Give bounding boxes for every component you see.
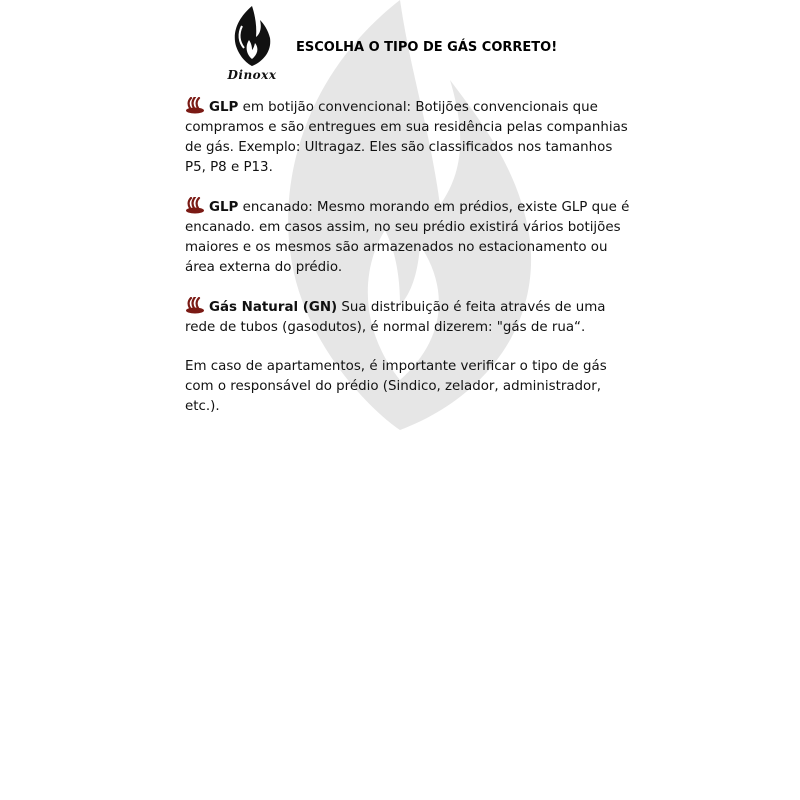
flame-icon	[185, 97, 205, 114]
paragraph-glp-encanado	[185, 197, 630, 278]
paragraph-text: Sua distribuição é feita através de uma rede de tubos (gasodutos), é normal dizerem: "gás de rua“.	[185, 300, 606, 335]
paragraph-bold-label: GLP	[209, 200, 239, 215]
flame-icon	[185, 297, 205, 314]
flame-logo-icon	[230, 6, 274, 66]
page-title: ESCOLHA O TIPO DE GÁS CORRETO!	[296, 40, 558, 55]
paragraph-closing: Em caso de apartamentos, é importante verificar o tipo de gás com o responsável do prédio (Sindico, zelador, administrador, etc.).	[185, 359, 607, 414]
logo	[222, 6, 282, 81]
logo-text: Dinoxx	[227, 68, 277, 82]
document-body	[185, 97, 630, 436]
paragraph-text: encanado: Mesmo morando em prédios, existe GLP que é encanado. em casos assim, no seu prédio existirá vários botijões maiores e os mesmos são armazenados no estacionamento ou área externa do prédio.	[185, 200, 630, 275]
paragraph-glp-botijao	[185, 97, 630, 178]
paragraph-gas-natural	[185, 297, 630, 338]
paragraph-text: em botijão convencional: Botijões convencionais que compramos e são entregues em sua residência pelas companhias de gás. Exemplo: Ultragaz. Eles são classificados nos tamanhos P5, P8 e P13.	[185, 100, 628, 175]
flame-icon	[185, 197, 205, 214]
paragraph-bold-label: GLP	[209, 100, 239, 115]
paragraph-bold-label: Gás Natural (GN)	[209, 300, 338, 315]
